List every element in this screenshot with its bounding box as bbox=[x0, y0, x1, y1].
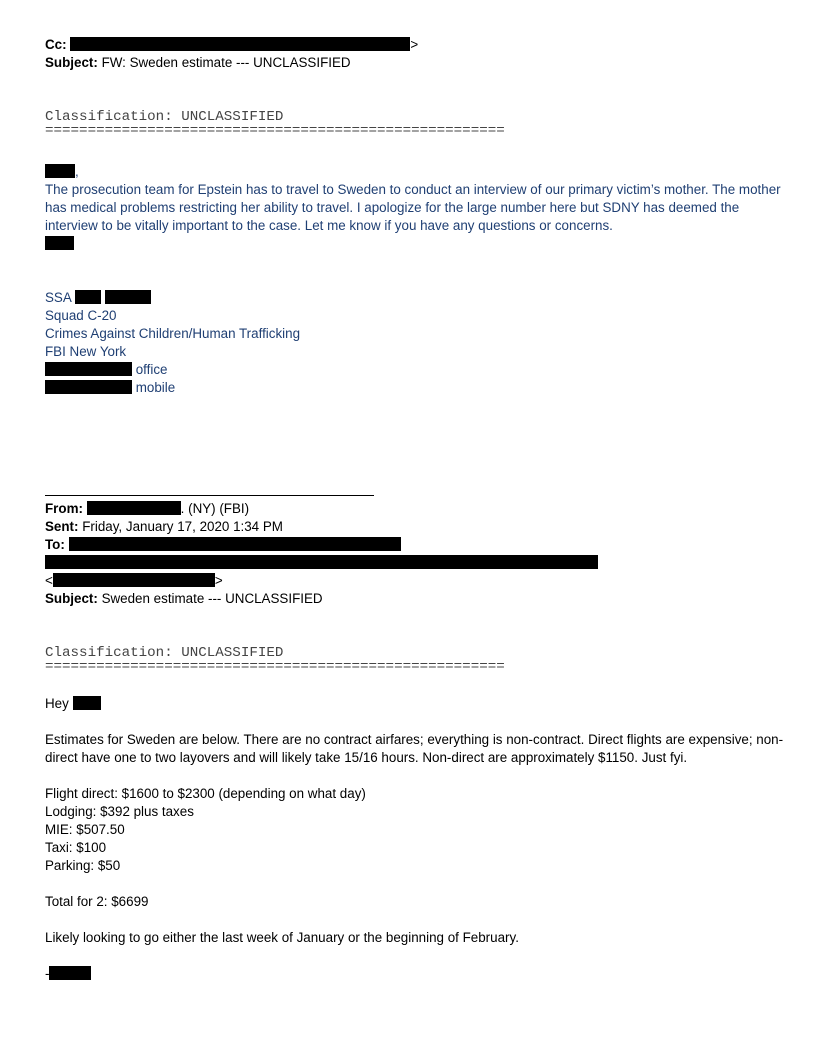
to-address-line bbox=[45, 572, 785, 590]
subject-label: Subject: bbox=[45, 55, 98, 70]
cost-list bbox=[45, 785, 785, 875]
closing-line: Likely looking to go either the last week of January or the beginning of February. bbox=[45, 930, 519, 945]
redaction-block bbox=[53, 573, 215, 587]
forwarded-subject-line bbox=[45, 590, 785, 608]
redaction-block bbox=[75, 290, 101, 304]
cost-item-flight: Flight direct: $1600 to $2300 (depending on what day) bbox=[45, 786, 366, 801]
from-line bbox=[45, 500, 785, 518]
email-page bbox=[45, 36, 785, 983]
sent-line bbox=[45, 518, 785, 536]
redaction-block bbox=[49, 966, 91, 980]
cc-close: > bbox=[410, 37, 419, 52]
cost-item-taxi: Taxi: $100 bbox=[45, 840, 107, 855]
greeting-text: Hey bbox=[45, 696, 69, 711]
redaction-block bbox=[45, 362, 132, 376]
redaction-block bbox=[73, 696, 101, 710]
sign-prefix: - bbox=[45, 966, 50, 981]
classification-rule: ====================================================== bbox=[45, 123, 505, 139]
subject-text: FW: Sweden estimate --- UNCLASSIFIED bbox=[101, 55, 351, 70]
cc-line bbox=[45, 36, 785, 54]
sign-off-line bbox=[45, 235, 785, 253]
from-suffix: . (NY) (FBI) bbox=[180, 501, 250, 516]
office-label: office bbox=[135, 362, 168, 377]
estimate-paragraph: Estimates for Sweden are below. There are no contract airfares; everything is non-contract. Direct flights are expensive; non-direct have one to two layovers and will likely take 15/16 hours. Non-direct are approximately $1150. Just fyi. bbox=[45, 732, 784, 765]
signature-title: SSA bbox=[45, 290, 72, 305]
to-continuation-line bbox=[45, 554, 785, 572]
cost-total: Total for 2: $6699 bbox=[45, 894, 149, 909]
signature-block bbox=[45, 289, 785, 397]
forwarded-header bbox=[45, 500, 785, 608]
mobile-label: mobile bbox=[135, 380, 176, 395]
redaction-block bbox=[45, 236, 74, 250]
signature-squad: Squad C-20 bbox=[45, 308, 117, 323]
greeting-line bbox=[45, 695, 785, 713]
redaction-block bbox=[69, 537, 401, 551]
message-body bbox=[45, 163, 785, 253]
forwarded-body bbox=[45, 695, 785, 983]
redaction-block bbox=[45, 555, 598, 569]
signature-office-phone bbox=[45, 361, 785, 379]
cost-item-mie: MIE: $507.50 bbox=[45, 822, 125, 837]
sender-sign-line bbox=[45, 965, 785, 983]
redaction-block bbox=[45, 380, 132, 394]
signature-office-name: FBI New York bbox=[45, 344, 127, 359]
sent-date: Friday, January 17, 2020 1:34 PM bbox=[82, 519, 283, 534]
redaction-block bbox=[87, 501, 181, 515]
signature-mobile-phone bbox=[45, 379, 785, 397]
cost-item-parking: Parking: $50 bbox=[45, 858, 121, 873]
sent-label: Sent: bbox=[45, 519, 79, 534]
signature-name-line bbox=[45, 289, 785, 307]
greeting-suffix: , bbox=[75, 164, 79, 179]
forwarded-subject-label: Subject: bbox=[45, 591, 98, 606]
redaction-block bbox=[105, 290, 151, 304]
classification-banner: Classification: UNCLASSIFIED bbox=[45, 645, 284, 661]
to-line bbox=[45, 536, 785, 554]
angle-open: < bbox=[45, 573, 53, 588]
to-label: To: bbox=[45, 537, 65, 552]
subject-line bbox=[45, 54, 785, 72]
forwarded-subject-text: Sweden estimate --- UNCLASSIFIED bbox=[101, 591, 323, 606]
from-label: From: bbox=[45, 501, 83, 516]
cost-item-lodging: Lodging: $392 plus taxes bbox=[45, 804, 194, 819]
redaction-block bbox=[45, 164, 75, 178]
classification-rule: ====================================================== bbox=[45, 659, 505, 675]
angle-close: > bbox=[214, 573, 223, 588]
cc-label: Cc: bbox=[45, 37, 67, 52]
classification-banner: Classification: UNCLASSIFIED bbox=[45, 109, 284, 125]
signature-unit: Crimes Against Children/Human Trafficking bbox=[45, 326, 301, 341]
greeting-line bbox=[45, 163, 785, 181]
redaction-block bbox=[70, 37, 410, 51]
message-paragraph: The prosecution team for Epstein has to travel to Sweden to conduct an interview of our primary victim’s mother. The mother has medical problems restricting her ability to travel. I apologize for the large number here but SDNY has deemed the interview to be vitally important to the case. Let me know if you have any questions or concerns. bbox=[45, 182, 781, 233]
